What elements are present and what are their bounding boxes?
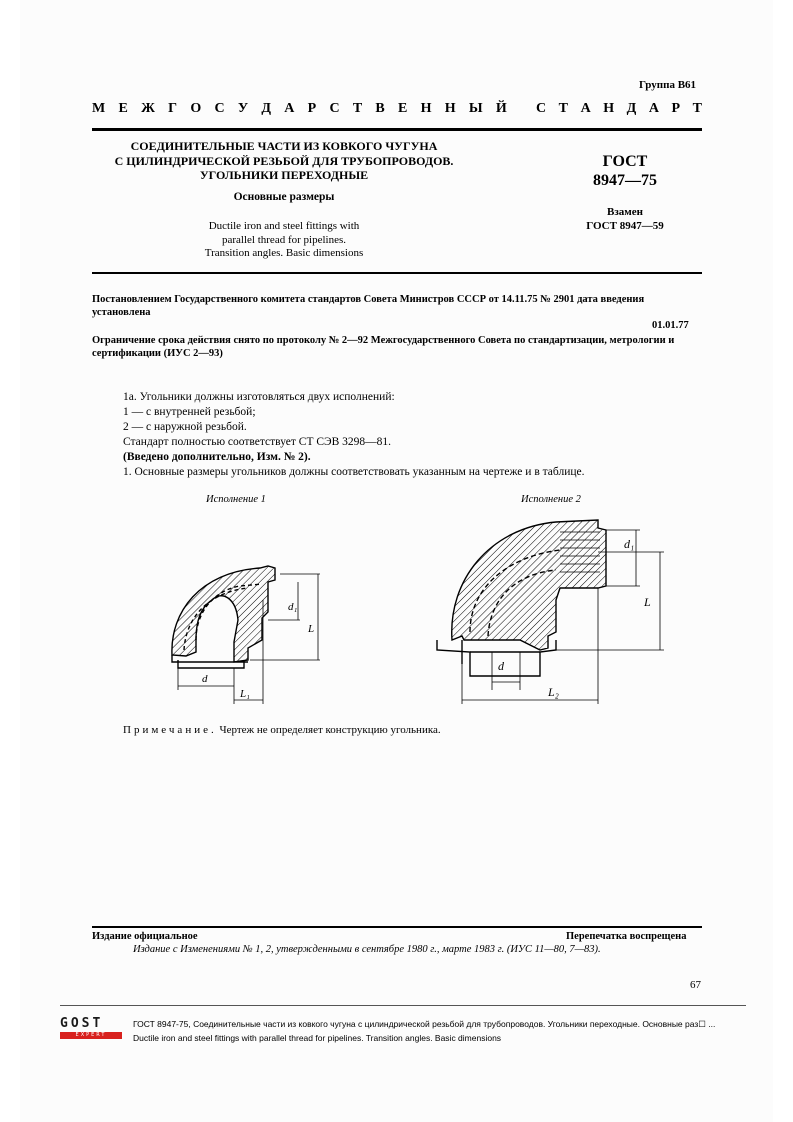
dim-L2: L₂ [548,685,559,699]
note-text: Чертеж не определяет конструкцию угольника. [219,724,441,736]
logo-subtext: EXPERT [60,1032,122,1039]
body-line: Стандарт полностью соответствует СТ СЭВ 3298—81. [123,436,392,448]
banner-letter: С [329,101,340,116]
banner-letter: Т [692,101,702,116]
page-number: 67 [690,979,701,991]
banner-letter: Н [603,101,615,116]
banner-letter: Д [261,101,272,116]
group-code: Группа В61 [639,79,697,91]
banner-letter: Ж [141,101,155,116]
gost-code: 8947—75 [593,172,657,189]
banner-letter: М [92,101,106,116]
body-line: (Введено дополнительно, Изм. № 2). [123,451,311,463]
edition-label: Издание официальное [92,931,198,942]
dim-d-v1: d [202,673,208,685]
elbow-version-2 [437,520,606,676]
english-title-line: Ductile iron and steel fittings with [208,220,360,232]
document-meta-ru: ГОСТ 8947-75, Соединительные части из ковкого чугуна с цилиндрической резьбой для трубопроводов. Угольники переходные. Основные раз☐ ... [133,1019,716,1029]
banner-letter: Д [626,101,637,116]
banner-letter: Е [118,101,128,116]
body-line: 1 — с внутренней резьбой; [123,406,256,418]
banner-letter: Т [352,101,363,116]
english-title-line: Transition angles. Basic dimensions [204,247,364,259]
banner-letter: Й [495,101,507,116]
logo-text: GOST [60,1016,104,1031]
document-meta-en: Ductile iron and steel fittings with parallel thread for pipelines. Transition angles. Basic dimensions [133,1033,502,1043]
replaces-label: Взамен [607,206,643,218]
dim-L1: L₁ [240,688,250,700]
note [123,724,441,736]
replaces-code: ГОСТ 8947—59 [586,220,664,232]
banner-letter: Ы [468,101,483,116]
banner-letter: Т [558,101,569,116]
banner-letter: Е [398,101,408,116]
body-line: 1. Основные размеры угольников должны соответствовать указанным на чертеже и в таблице. [123,466,585,478]
banner-letter: О [190,101,202,116]
banner-letter: А [648,101,659,116]
note-label: Примечание. [123,724,217,736]
reprint-label: Перепечатка воспрещена [566,931,687,942]
footer-rule [92,926,702,928]
decree-date: 01.01.77 [652,320,689,331]
banner-letter: С [536,101,547,116]
title-line: УГОЛЬНИКИ ПЕРЕХОДНЫЕ [199,168,369,182]
banner-letter: У [237,101,249,116]
banner-letter: Г [168,101,178,116]
gost-label: ГОСТ [602,153,648,170]
edition-note: Издание с Изменениями № 1, 2, утвержденными в сентябре 1980 г., марте 1983 г. (ИУС 11—80, 7—83). [133,944,601,955]
banner-letter: А [284,101,295,116]
banner-letter: Р [671,101,681,116]
version-2-label: Исполнение 2 [521,494,581,505]
banner-letter: Р [307,101,317,116]
banner-letter: С [214,101,225,116]
banner-letter: А [580,101,591,116]
elbow-version-1 [172,566,275,668]
banner-letter: В [375,101,385,116]
dim-L-v1: L [308,623,315,635]
body-line: 1а. Угольники должны изготовляться двух исполнений: [123,391,395,403]
decree-text: Постановлением Государственного комитета стандартов Совета Министров СССР от 14.11.75 № 2901 дата введения установлена [92,294,645,318]
version-1-label: Исполнение 1 [206,494,266,505]
dim-d-v2: d [498,659,504,673]
title-line: С ЦИЛИНДРИЧЕСКОЙ РЕЗЬБОЙ ДЛЯ ТРУБОПРОВОДОВ. [114,153,454,168]
document-subtitle: Основные размеры [233,191,335,203]
english-title-line: parallel thread for pipelines. [221,233,346,246]
dim-L-v2: L [644,595,651,609]
body-line: 2 — с наружной резьбой. [123,421,247,433]
dim-d1-v1: d₁ [288,601,298,613]
viewer-divider [60,1005,746,1006]
title-line: СОЕДИНИТЕЛЬНЫЕ ЧАСТИ ИЗ КОВКОГО ЧУГУНА [130,139,438,153]
gost-expert-logo[interactable] [60,1017,122,1039]
dim-d1-v2: d₁ [624,537,635,551]
banner-letter: Н [444,101,456,116]
banner-letter: Н [420,101,432,116]
limit-text: Ограничение срока действия снято по протоколу № 2—92 Межгосударственного Совета по стандартизации, метрологии и сертификации (ИУС 2—93) [92,335,675,359]
